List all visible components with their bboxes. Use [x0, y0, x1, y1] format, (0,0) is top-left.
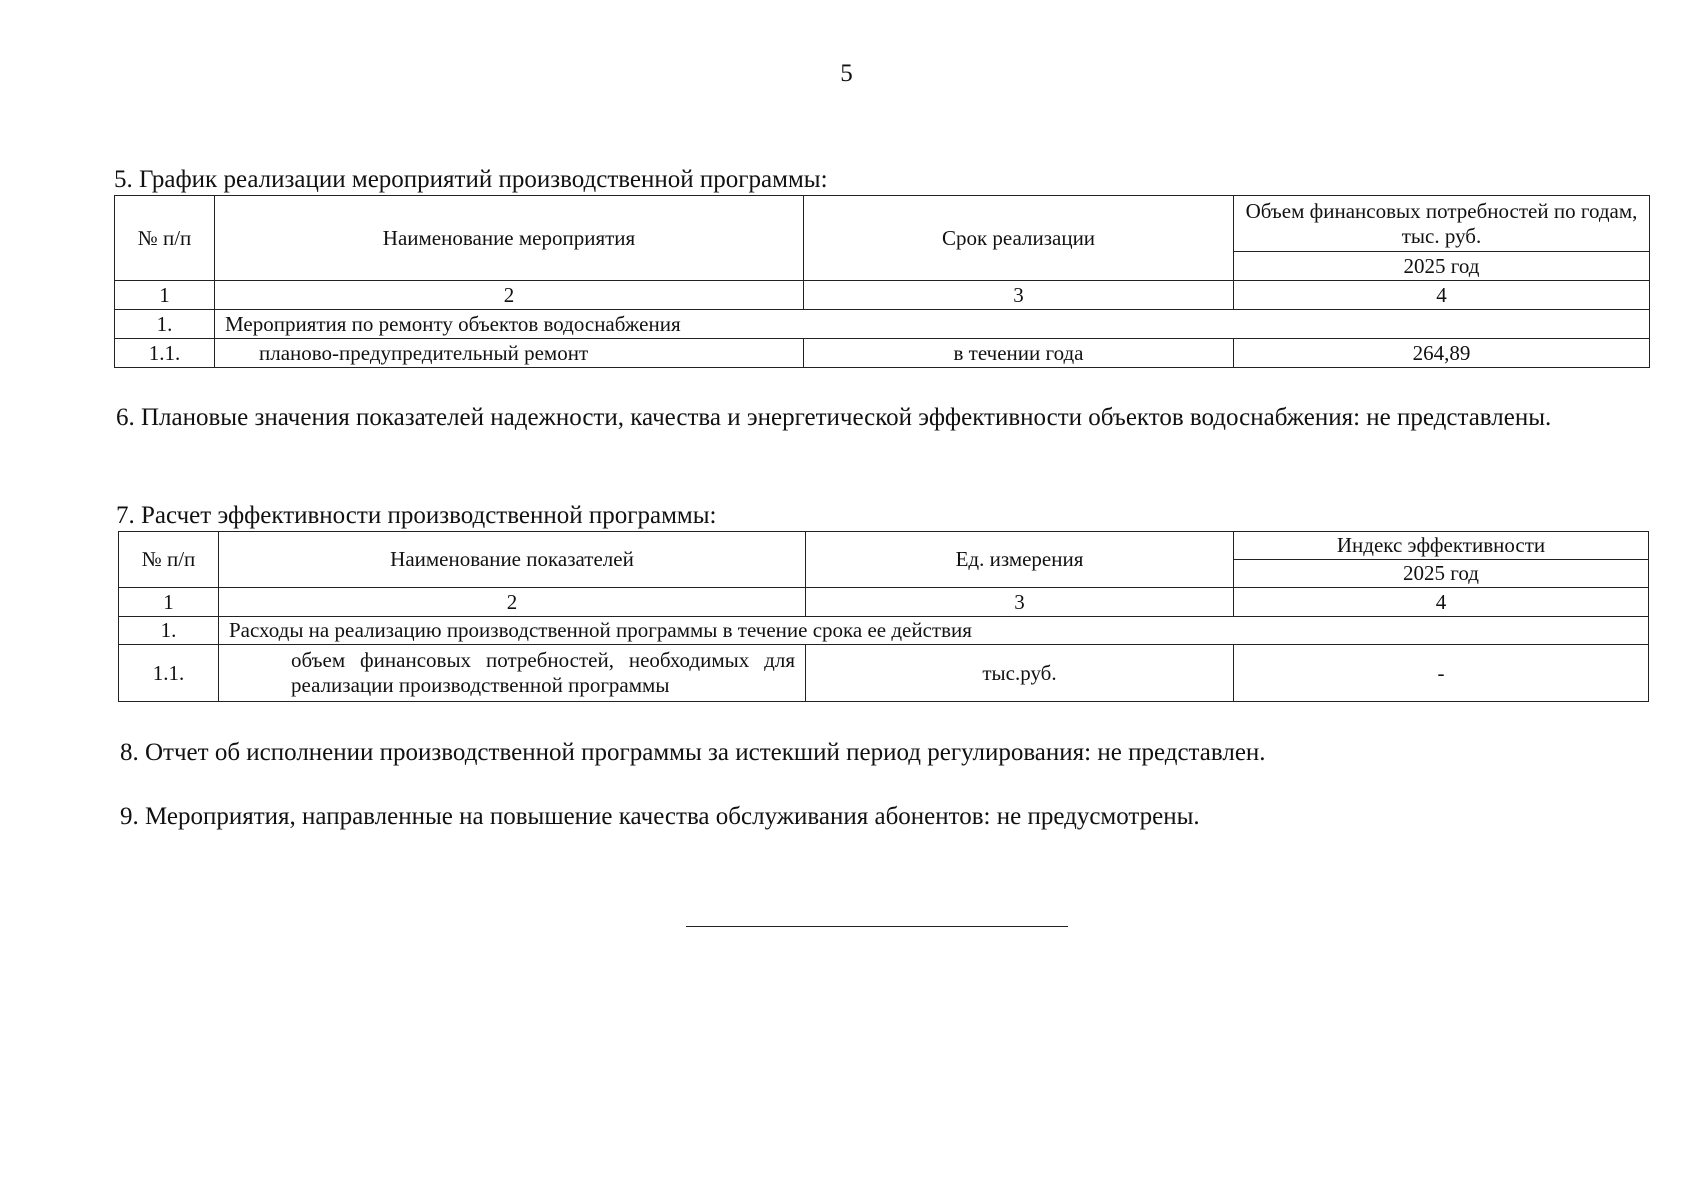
column-number: 3 [806, 588, 1234, 617]
end-rule [686, 926, 1068, 927]
header-term: Срок реализации [804, 196, 1234, 281]
header-finance: Объем финансовых потребностей по годам, тыс. руб. [1234, 196, 1650, 252]
item-term: в течении года [804, 339, 1234, 368]
schedule-table [114, 195, 1650, 368]
item-value: - [1234, 645, 1649, 702]
table-row [115, 310, 1650, 339]
item-name: объем финансовых потребностей, необходимых для реализации производственной программы [219, 645, 806, 702]
header-year: 2025 год [1234, 252, 1650, 281]
group-row-text: Расходы на реализацию производственной программы в течение срока ее действия [219, 617, 1649, 645]
section-5-heading: 5. График реализации мероприятий производственной программы: [114, 166, 828, 193]
header-name: Наименование показателей [219, 532, 806, 588]
header-year: 2025 год [1234, 560, 1649, 588]
column-number: 1 [115, 281, 215, 310]
table-row [119, 617, 1649, 645]
column-number: 1 [119, 588, 219, 617]
header-num: № п/п [115, 196, 215, 281]
item-unit: тыс.руб. [806, 645, 1234, 702]
header-name: Наименование мероприятия [215, 196, 804, 281]
item-name: планово-предупредительный ремонт [215, 339, 804, 368]
section-8-text: 8. Отчет об исполнении производственной программы за истекший период регулирования: не представлен. [120, 739, 1266, 766]
header-index: Индекс эффективности [1234, 532, 1649, 560]
section-6-text: 6. Плановые значения показателей надежности, качества и энергетической эффективности объектов водоснабжения: не представлены. [116, 404, 1552, 431]
efficiency-table [118, 531, 1649, 702]
group-row-text: Мероприятия по ремонту объектов водоснабжения [215, 310, 1650, 339]
table-row [115, 339, 1650, 368]
row-num: 1.1. [115, 339, 215, 368]
header-num: № п/п [119, 532, 219, 588]
section-9-text: 9. Мероприятия, направленные на повышение качества обслуживания абонентов: не предусмотрены. [120, 803, 1200, 830]
page-number: 5 [840, 60, 853, 87]
column-number-row [119, 588, 1649, 617]
column-number-row [115, 281, 1650, 310]
item-value: 264,89 [1234, 339, 1650, 368]
column-number: 4 [1234, 588, 1649, 617]
row-num: 1. [119, 617, 219, 645]
column-number: 3 [804, 281, 1234, 310]
row-num: 1.1. [119, 645, 219, 702]
section-7-heading: 7. Расчет эффективности производственной программы: [116, 502, 717, 529]
column-number: 2 [215, 281, 804, 310]
column-number: 4 [1234, 281, 1650, 310]
column-number: 2 [219, 588, 806, 617]
header-unit: Ед. измерения [806, 532, 1234, 588]
table-row [119, 645, 1649, 702]
row-num: 1. [115, 310, 215, 339]
